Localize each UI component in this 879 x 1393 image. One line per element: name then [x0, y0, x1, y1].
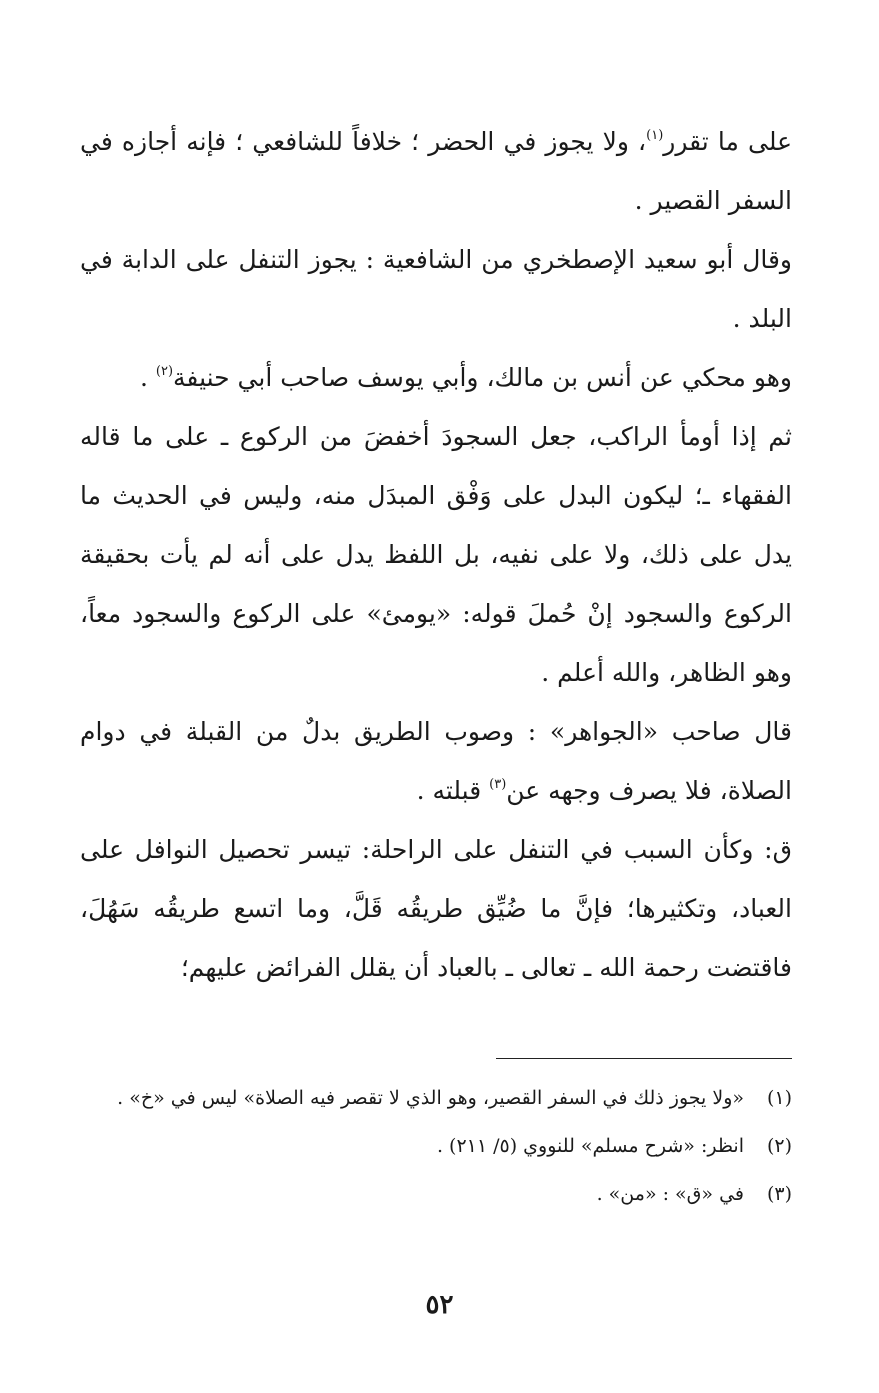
- paragraph-5: [80, 702, 792, 820]
- footnote-text: انظر: «شرح مسلم» للنووي (٥/ ٢١١) .: [436, 1135, 744, 1157]
- paragraph-4: ثم إذا أومأ الراكب، جعل السجودَ أخفضَ من الركوع ـ على ما قاله الفقهاء ـ؛ ليكون البدل على وَفْق المبدَل منه، وليس في الحديث ما يدل على ذلك، ولا على نفيه، بل اللفظ يدل على أنه لم يأت بحقيقة الركوع والسجود إنْ حُملَ قوله: «يومئ» على الركوع والسجود معاً، وهو الظاهر، والله أعلم .: [80, 422, 792, 687]
- footnote-number: (٢): [766, 1135, 792, 1157]
- main-text: [80, 112, 792, 997]
- footnote-ref-2[interactable]: (٢): [155, 364, 174, 379]
- footnote-ref-1[interactable]: (١): [646, 128, 664, 143]
- footnote-2: [80, 1122, 792, 1170]
- page-number: ٥٢: [425, 1290, 454, 1320]
- paragraph-1: [80, 112, 792, 230]
- footnote-number: (٣): [766, 1183, 792, 1205]
- paragraph-3: [80, 348, 792, 407]
- footnote-number: (١): [766, 1087, 792, 1109]
- footnote-divider: [496, 1058, 792, 1059]
- paragraph-3-text-a: وهو محكي عن أنس بن مالك، وأبي يوسف صاحب أبي حنيفة: [173, 363, 792, 392]
- footnote-ref-3[interactable]: (٣): [489, 777, 507, 792]
- paragraph-6: ق: وكأن السبب في التنفل على الراحلة: تيسر تحصيل النوافل على العباد، وتكثيرها؛ فإنَّ ما ضُيِّق طريقُه قَلَّ، وما اتسع طريقُه سَهُلَ، فاقتضت رحمة الله ـ تعالى ـ بالعباد أن يقلل الفرائض عليهم؛: [80, 835, 792, 982]
- footnote-text: «ولا يجوز ذلك في السفر القصير، وهو الذي لا تقصر فيه الصلاة» ليس في «خ» .: [117, 1087, 744, 1109]
- paragraph-2: وقال أبو سعيد الإصطخري من الشافعية : يجوز التنفل على الدابة في البلد .: [80, 245, 792, 333]
- paragraph-5-text-a: قال صاحب «الجواهر» : وصوب الطريق بدلٌ من القبلة في دوام الصلاة، فلا يصرف وجهه عن: [80, 717, 792, 805]
- footnote-3: [80, 1170, 792, 1218]
- footnote-text: في «ق» : «من» .: [596, 1183, 744, 1205]
- footnotes: [80, 1074, 792, 1218]
- paragraph-5-text-b: قبلته .: [416, 776, 490, 805]
- paragraph-1-text-a: على ما تقرر: [663, 127, 793, 156]
- footnote-1: [80, 1074, 792, 1122]
- paragraph-3-text-b: .: [139, 363, 156, 392]
- paragraph-1-text-b: ، ولا يجوز في الحضر ؛ خلافاً للشافعي ؛ فإنه أجازه في السفر القصير .: [80, 127, 792, 215]
